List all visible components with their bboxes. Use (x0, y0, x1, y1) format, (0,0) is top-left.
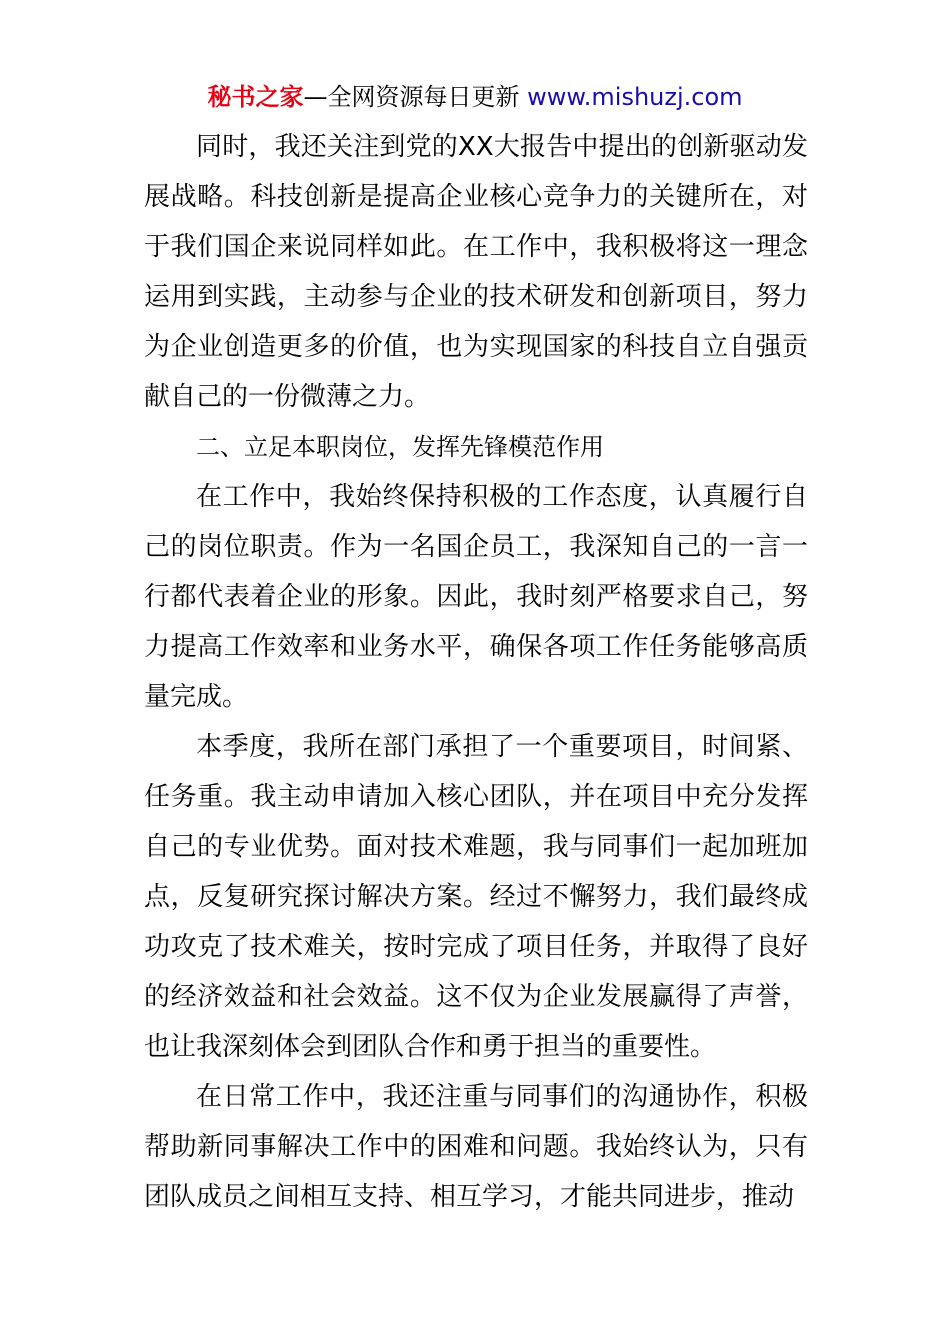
paragraph-innovation: 同时，我还关注到党的XX大报告中提出的创新驱动发展战略。科技创新是提高企业核心竞争力的关键所在，对于我们国企来说同样如此。在工作中，我积极将这一理念运用到实践，主动参与企业的技术研发和创新项目，努力为企业创造更多的价值，也为实现国家的科技自立自强贡献自己的一份微薄之力。 (144, 132, 808, 412)
site-brand: 秘书之家 (207, 83, 304, 111)
paragraph-project: 本季度，我所在部门承担了一个重要项目，时间紧、任务重。我主动申请加入核心团队，并在项目中充分发挥自己的专业优势。面对技术难题，我与同事们一起加班加点，反复研究探讨解决方案。经过不懈努力，我们最终成功攻克了技术难关，按时完成了项目任务，并取得了良好的经济效益和社会效益。这不仅为企业发展赢得了声誉，也让我深刻体会到团队合作和勇于担当的重要性。 (144, 732, 808, 1062)
site-header (0, 80, 950, 114)
site-tagline: —全网资源每日更新 (303, 83, 528, 111)
site-url-link[interactable]: www.mishuzj.com (527, 83, 743, 111)
document-body (144, 122, 808, 1222)
section-heading: 二、立足本职岗位，发挥先锋模范作用 (196, 433, 604, 461)
paragraph-work-attitude: 在工作中，我始终保持积极的工作态度，认真履行自己的岗位职责。作为一名国企员工，我深知自己的一言一行都代表着企业的形象。因此，我时刻严格要求自己，努力提高工作效率和业务水平，确保各项工作任务能够高质量完成。 (144, 482, 808, 712)
paragraph-teamwork: 在日常工作中，我还注重与同事们的沟通协作，积极帮助新同事解决工作中的困难和问题。我始终认为，只有团队成员之间相互支持、相互学习，才能共同进步，推动 (144, 1082, 808, 1212)
